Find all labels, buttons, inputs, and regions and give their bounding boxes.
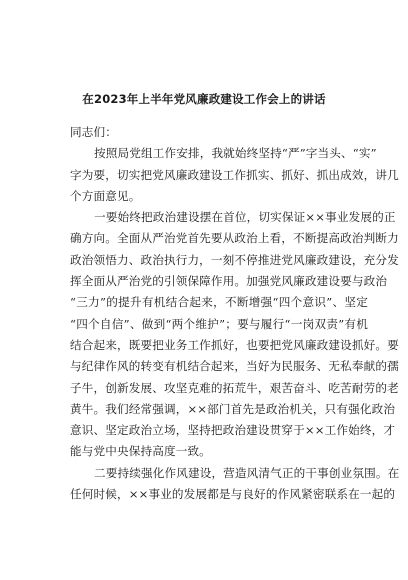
paragraph-line: 字为要，切实把党风廉政建设工作抓实、抓好、抓出成效，讲几: [70, 167, 399, 182]
paragraph-line: 能与党中央保持高度一致。: [70, 444, 211, 459]
document-body: [70, 122, 400, 505]
document-title: 在2023年上半年党风廉政建设工作会上的讲话: [82, 92, 326, 106]
paragraph-line: 与纪律作风的转变有机结合起来，当好为民服务、无私奉献的孺: [70, 359, 399, 374]
paragraph-line: “三力”的提升有机结合起来，不断增强“四个意识”、坚定: [70, 295, 368, 310]
paragraph-line: 确方向。全面从严治党首先要从政治上看，不断提高政治判断力: [70, 231, 399, 246]
paragraph-line: “四个自信”、做到“两个维护”；要与履行“一岗双责”有机: [70, 316, 368, 331]
paragraph-line: 按照局党组工作安排，我就始终坚持“严”字当头、“实”: [94, 146, 377, 161]
paragraph-line: 一要始终把政治建设摆在首位，切实保证××事业发展的正: [94, 210, 396, 225]
paragraph-line: 意识、坚定政治立场，坚持把政治建设贯穿于××工作始终，才: [70, 423, 396, 438]
paragraph-line: 结合起来，既要把业务工作抓好，也要把党风廉政建设抓好。要: [70, 337, 399, 352]
salutation: 同志们：: [70, 125, 117, 139]
paragraph-line: 黄牛。我们经常强调，××部门首先是政治机关，只有强化政治: [70, 401, 396, 416]
paragraph-line: 任何时候，××事业的发展都是与良好的作风紧密联系在一起的: [70, 487, 396, 502]
paragraph-line: 挥全面从严治党的引领保障作用。加强党风廉政建设要与政治: [70, 274, 388, 289]
paragraph-line: 政治领悟力、政治执行力，一刻不停推进党风廉政建设，充分发: [70, 252, 399, 267]
paragraph-line: 个方面意见。: [70, 188, 141, 203]
paragraph-line: 二要持续强化作风建设，营造风清气正的干事创业氛围。在: [94, 465, 400, 480]
paragraph-line: 子牛，创新发展、攻坚克难的拓荒牛，艰苦奋斗、吃苦耐劳的老: [70, 380, 399, 395]
